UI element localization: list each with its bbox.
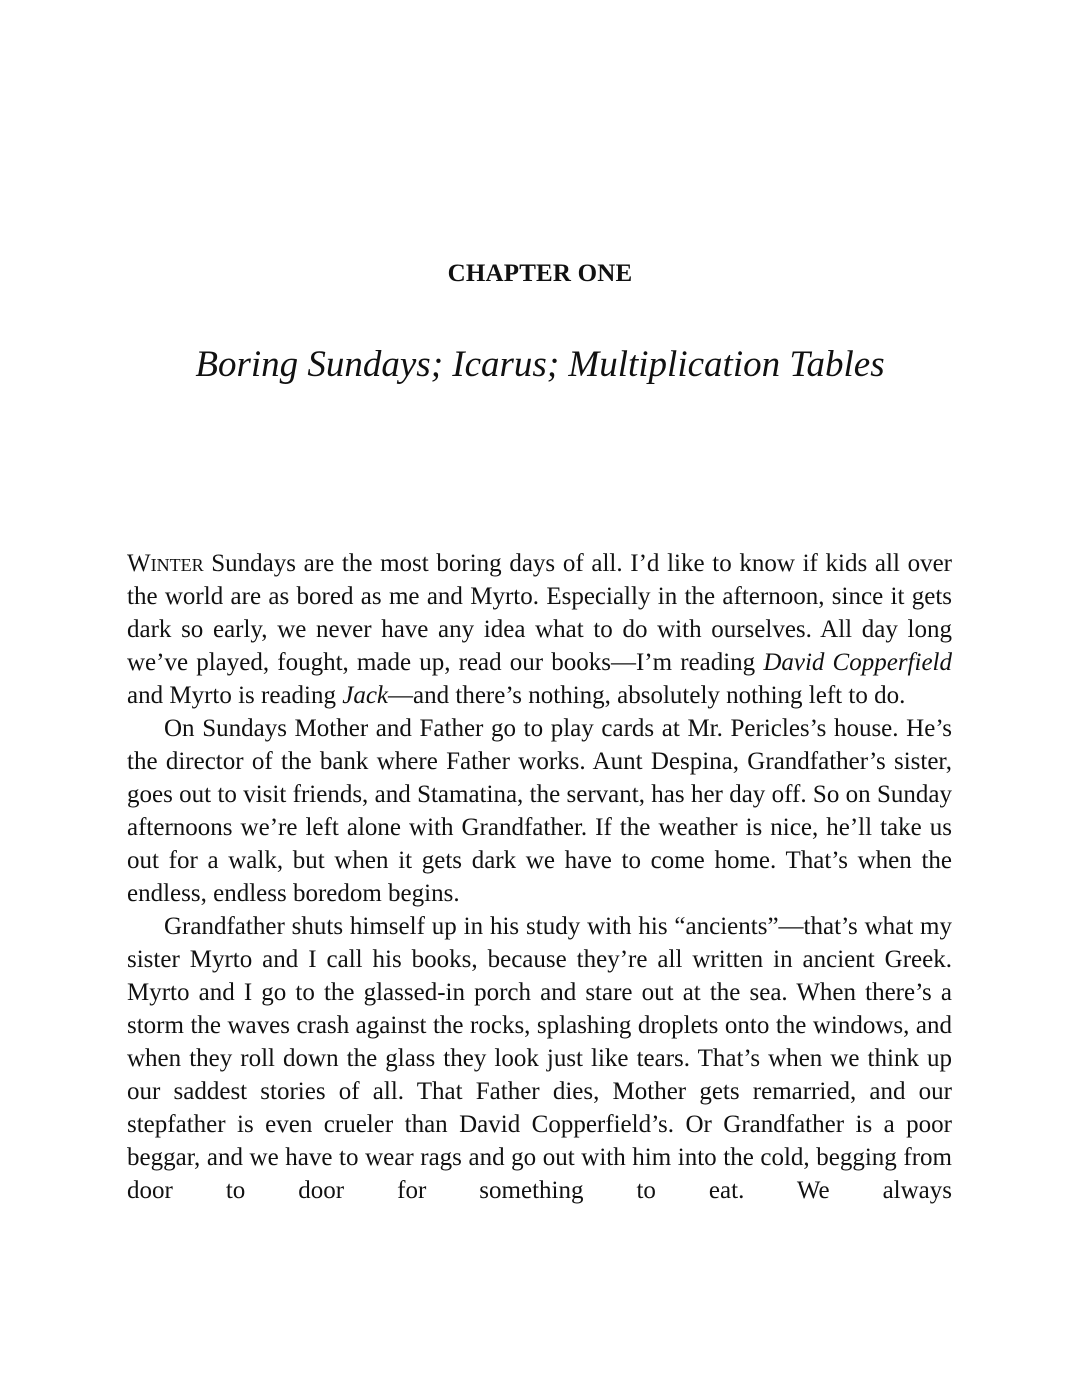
- book-title-jack: Jack: [342, 682, 389, 709]
- paragraph-1-text-a: Sundays are the most boring days of all. I’d like to know if kids all over the world are as bored as me and Myrto. Especially in the afternoon, since it gets dark so early, we never have any idea what to do with ourselves. All day long we’ve played, fought, made up, read our books—I’m reading: [127, 550, 952, 676]
- book-title-david-copperfield: David Copperfield: [763, 649, 952, 676]
- paragraph-1-text-b: and Myrto is reading: [127, 682, 343, 709]
- body-text: [127, 547, 952, 1207]
- paragraph-3: Grandfather shuts himself up in his study with his “ancients”—that’s what my sister Myrto and I call his books, because they’re all written in ancient Greek. Myrto and I go to the glassed-in porch and stare out at the sea. When there’s a storm the waves crash against the rocks, splashing droplets onto the windows, and when they roll down the glass they look just like tears. That’s when we think up our saddest stories of all. That Father dies, Mother gets remarried, and our stepfather is even crueler than David Copperfield’s. Or Grandfather is a poor beggar, and we have to wear rags and go out with him into the cold, begging from door to door for something to eat. We always: [127, 913, 952, 1204]
- paragraph-2: On Sundays Mother and Father go to play cards at Mr. Pericles’s house. He’s the director of the bank where Father works. Aunt Despina, Grandfather’s sister, goes out to visit friends, and Stamatina, the servant, has her day off. So on Sunday afternoons we’re left alone with Grandfather. If the weather is nice, he’ll take us out for a walk, but when it gets dark we have to come home. That’s when the endless, endless boredom begins.: [127, 715, 952, 907]
- chapter-label: CHAPTER ONE: [447, 260, 633, 287]
- paragraph-1: [127, 547, 952, 712]
- chapter-title: Boring Sundays; Icarus; Multiplication Tables: [195, 344, 885, 385]
- drop-word: Winter: [127, 550, 204, 577]
- paragraph-1-text-c: —and there’s nothing, absolutely nothing left to do.: [388, 682, 906, 709]
